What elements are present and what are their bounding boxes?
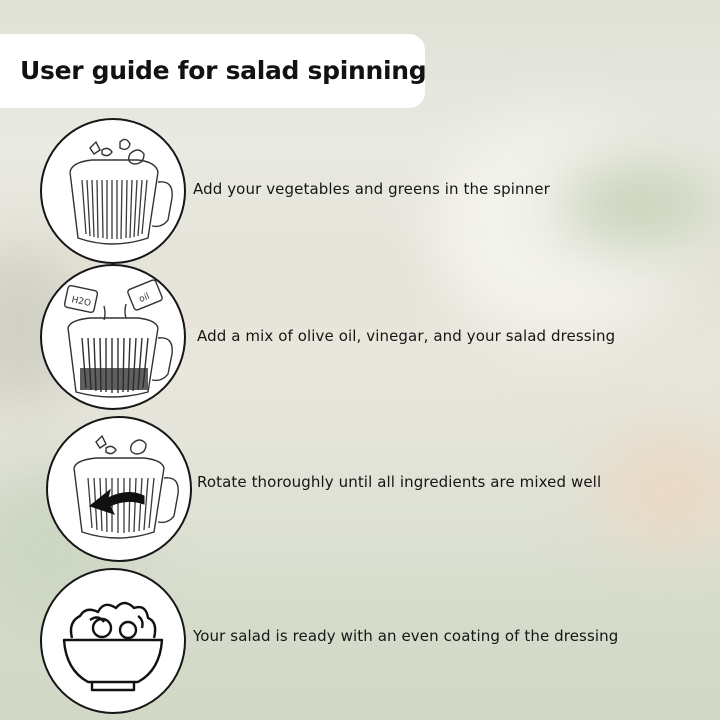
bottle-label-oil: oil [137, 291, 152, 306]
spinner-with-oil-bottles-icon [42, 266, 184, 408]
step-2-text: Add a mix of olive oil, vinegar, and your salad dressing [197, 327, 616, 345]
salad-bowl-icon [42, 570, 184, 712]
step-1-text: Add your vegetables and greens in the spinner [193, 180, 550, 198]
step-3-text: Rotate thoroughly until all ingredients are mixed well [197, 473, 602, 491]
bottle-label-water: H2O [70, 295, 92, 310]
rotate-arrow-icon [90, 490, 144, 514]
step-3-circle [46, 416, 192, 562]
background-blur [600, 430, 720, 550]
step-2-circle [40, 264, 186, 410]
page-title: User guide for salad spinning [20, 56, 427, 85]
step-4-circle [40, 568, 186, 714]
background-blur [560, 160, 720, 250]
step-1-circle [40, 118, 186, 264]
step-4-text: Your salad is ready with an even coating of the dressing [193, 627, 619, 645]
spinner-rotate-arrow-icon [48, 418, 190, 560]
salad-spinner-with-greens-icon [42, 120, 184, 262]
